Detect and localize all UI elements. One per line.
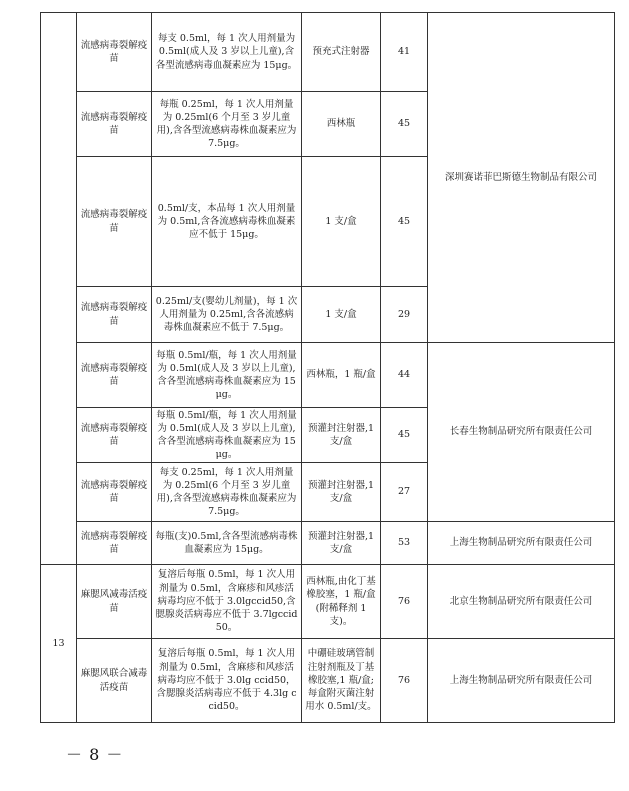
product-name: 流感病毒裂解疫苗 xyxy=(77,408,152,463)
product-spec: 每瓶(支)0.5ml,含各型流感病毒株血凝素应为 15μg。 xyxy=(152,522,302,565)
product-name: 流感病毒裂解疫苗 xyxy=(77,343,152,408)
product-price: 45 xyxy=(381,157,428,287)
product-spec: 0.25ml/支(婴幼儿剂量)，每 1 次人用剂量为 0.25ml,含各流感病毒株血凝素应不低于 7.5μg。 xyxy=(152,287,302,343)
product-name: 流感病毒裂解疫苗 xyxy=(77,92,152,157)
product-price: 76 xyxy=(381,639,428,723)
product-name: 流感病毒裂解疫苗 xyxy=(77,287,152,343)
product-name: 流感病毒裂解疫苗 xyxy=(77,157,152,287)
product-spec: 每瓶 0.5ml/瓶，每 1 次人用剂量为 0.5ml(成人及 3 岁以上儿童),含各型流感病毒株血凝素应为 15μg。 xyxy=(152,408,302,463)
product-price: 53 xyxy=(381,522,428,565)
table-row xyxy=(41,565,615,639)
product-packaging: 预充式注射器 xyxy=(302,13,381,92)
product-name: 流感病毒裂解疫苗 xyxy=(77,463,152,522)
product-spec: 每支 0.25ml，每 1 次人用剂量为 0.25ml(6 个月至 3 岁儿童用),含各型流感病毒株血凝素应为 7.5μg。 xyxy=(152,463,302,522)
product-name: 麻腮风减毒活疫苗 xyxy=(77,565,152,639)
product-packaging: 1 支/盒 xyxy=(302,157,381,287)
product-name: 流感病毒裂解疫苗 xyxy=(77,13,152,92)
table-row xyxy=(41,13,615,92)
product-price: 27 xyxy=(381,463,428,522)
product-price: 41 xyxy=(381,13,428,92)
vaccine-price-table xyxy=(40,12,615,723)
product-price: 76 xyxy=(381,565,428,639)
product-packaging: 1 支/盒 xyxy=(302,287,381,343)
company-name: 上海生物制品研究所有限责任公司 xyxy=(428,639,615,723)
page-number: － 8 － xyxy=(66,745,124,764)
product-name: 麻腮风联合减毒活疫苗 xyxy=(77,639,152,723)
product-packaging: 预灌封注射器,1 支/盒 xyxy=(302,522,381,565)
product-packaging: 西林瓶 xyxy=(302,92,381,157)
table-row xyxy=(41,639,615,723)
product-packaging: 预灌封注射器,1 支/盒 xyxy=(302,463,381,522)
company-name: 上海生物制品研究所有限责任公司 xyxy=(428,522,615,565)
product-spec: 复溶后每瓶 0.5ml，每 1 次人用剂量为 0.5ml，含麻疹和风疹活病毒均应不低于 3.0lg ccid50，含腮腺炎活病毒应不低于 4.3lg ccid50。 xyxy=(152,639,302,723)
product-spec: 每瓶 0.5ml/瓶，每 1 次人用剂量为 0.5ml(成人及 3 岁以上儿童),含各型流感病毒株血凝素应为 15μg。 xyxy=(152,343,302,408)
table-row xyxy=(41,522,615,565)
product-price: 44 xyxy=(381,343,428,408)
product-packaging: 西林瓶，1 瓶/盒 xyxy=(302,343,381,408)
product-price: 45 xyxy=(381,92,428,157)
table-row xyxy=(41,343,615,408)
group-number: 13 xyxy=(41,565,77,723)
product-packaging: 西林瓶,由化丁基橡胶塞，1 瓶/盒(附稀释剂 1 支)。 xyxy=(302,565,381,639)
group-number-cell xyxy=(41,13,77,565)
product-packaging: 预灌封注射器,1 支/盒 xyxy=(302,408,381,463)
product-spec: 每支 0.5ml，每 1 次人用剂量为 0.5ml(成人及 3 岁以上儿童),含各型流感病毒血凝素应为 15μg。 xyxy=(152,13,302,92)
product-packaging: 中硼硅玻璃管制注射剂瓶及丁基橡胶塞,1 瓶/盒;每盒附灭菌注射用水 0.5ml/支。 xyxy=(302,639,381,723)
company-name: 深圳赛诺菲巴斯德生物制品有限公司 xyxy=(428,13,615,343)
product-price: 45 xyxy=(381,408,428,463)
product-spec: 每瓶 0.25ml，每 1 次人用剂量为 0.25ml(6 个月至 3 岁儿童用),含各型流感病毒株血凝素应为 7.5μg。 xyxy=(152,92,302,157)
company-name: 长春生物制品研究所有限责任公司 xyxy=(428,343,615,522)
product-name: 流感病毒裂解疫苗 xyxy=(77,522,152,565)
product-spec: 0.5ml/支，本品每 1 次人用剂量为 0.5ml,含各流感病毒株血凝素应不低于 15μg。 xyxy=(152,157,302,287)
company-name: 北京生物制品研究所有限责任公司 xyxy=(428,565,615,639)
product-spec: 复溶后每瓶 0.5ml，每 1 次人用剂量为 0.5ml，含麻疹和风疹活病毒均应不低于 3.0lgccid50,含腮腺炎活病毒应不低于 3.7lgccid50。 xyxy=(152,565,302,639)
product-price: 29 xyxy=(381,287,428,343)
